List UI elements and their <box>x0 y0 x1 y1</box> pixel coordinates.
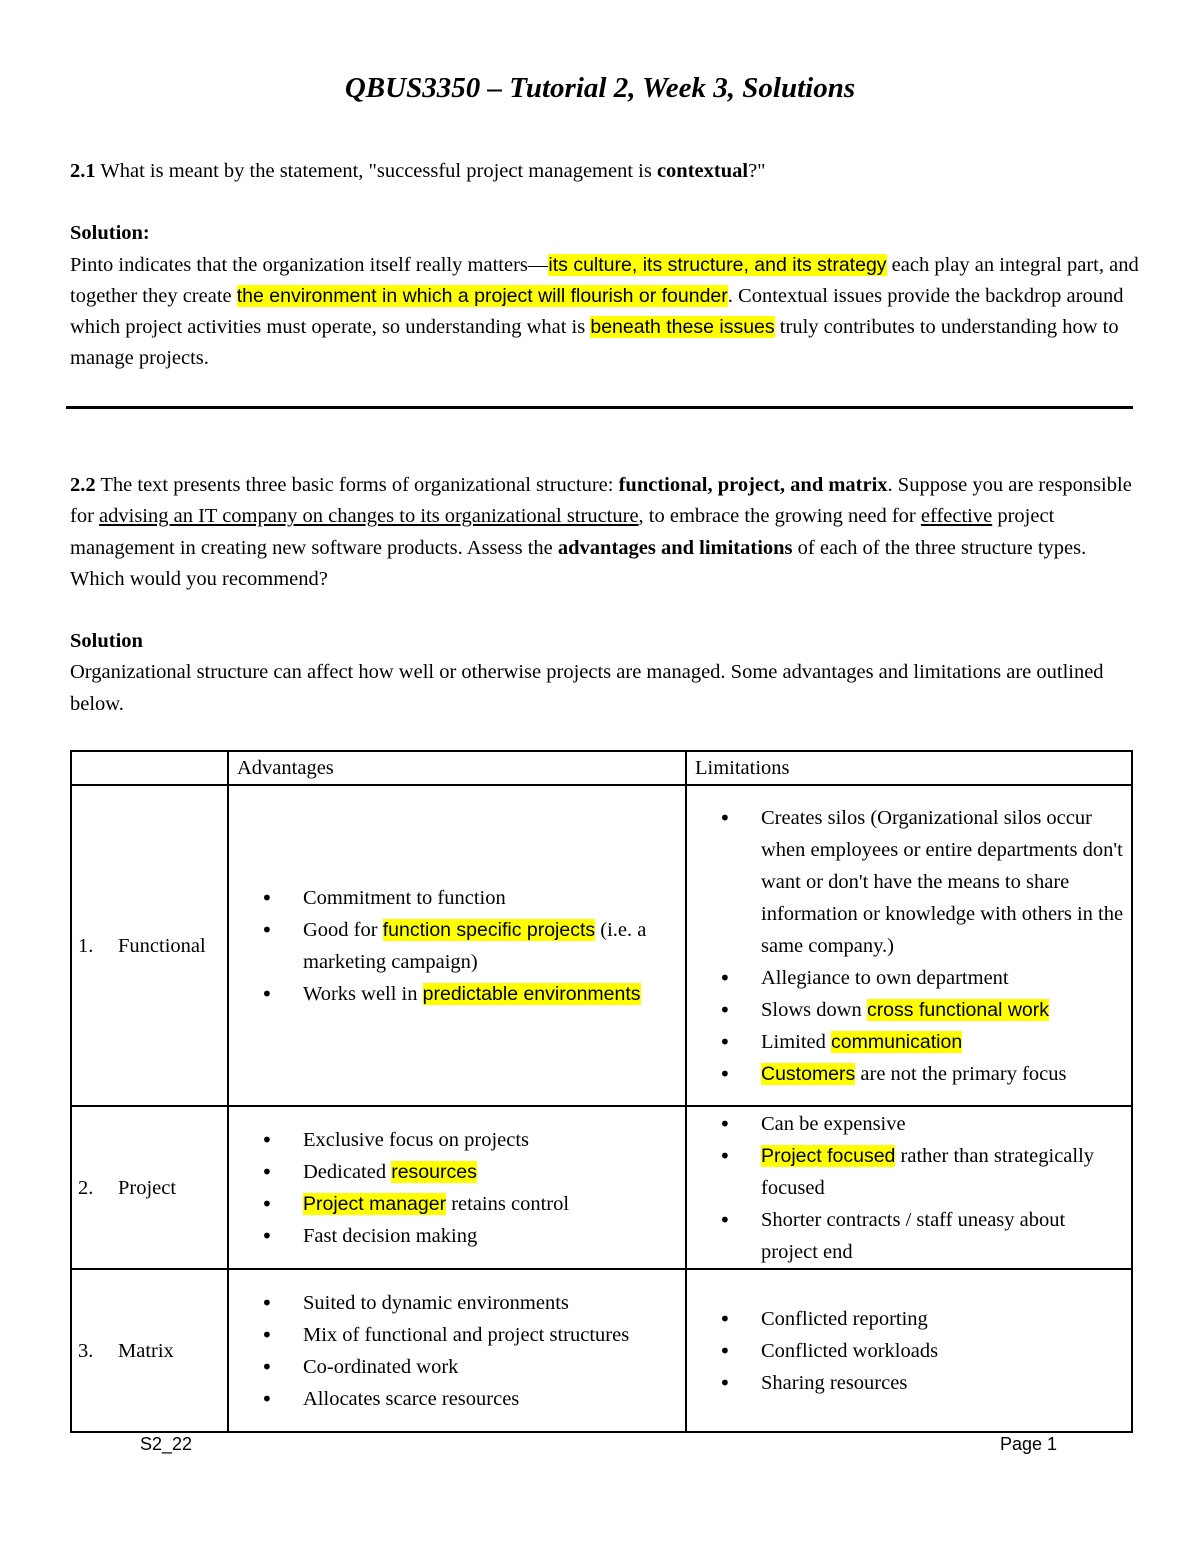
footer-page-number: Page 1 <box>1000 1434 1058 1454</box>
limitations-cell <box>686 785 1132 1106</box>
question-number: 2.2 <box>70 474 96 496</box>
bullet-item <box>693 962 1125 994</box>
table-row <box>71 1269 1132 1432</box>
table-header-row <box>71 751 1132 785</box>
solution-label: Solution: <box>70 222 150 245</box>
text-run: each play an integral part, and together they create <box>70 253 1139 307</box>
bullet-item <box>235 1156 679 1188</box>
bullet-item <box>693 1058 1125 1090</box>
table-row <box>71 785 1132 1106</box>
limitations-list <box>693 1108 1125 1268</box>
row-number: 2. <box>78 1176 94 1199</box>
structure-type-cell <box>71 1106 228 1269</box>
highlighted-text: Project manager <box>303 1192 447 1215</box>
text-run: Allegiance to own department <box>761 966 1009 989</box>
bullet-item <box>235 882 679 914</box>
highlighted-text: resources <box>391 1160 477 1183</box>
bullet-item <box>693 1335 1125 1367</box>
question-number: 2.1 <box>70 160 96 182</box>
bullet-item <box>235 914 679 978</box>
text-run: retains control <box>446 1192 570 1215</box>
text-run: Pinto indicates that the organization itself really matters— <box>70 253 549 276</box>
text-run: Conflicted reporting <box>761 1307 928 1330</box>
table-row <box>71 1106 1132 1269</box>
advantages-cell <box>228 785 686 1106</box>
text-run: Sharing resources <box>761 1371 908 1394</box>
bullet-item <box>693 1303 1125 1335</box>
structure-type-label <box>78 1335 221 1367</box>
text-run: Shorter contracts / staff uneasy about project end <box>761 1208 1066 1263</box>
bullet-item <box>235 1287 679 1319</box>
solution-text <box>70 250 1140 375</box>
bullet-item <box>693 1204 1125 1268</box>
text-run: Limited <box>761 1030 832 1053</box>
structure-type-name: Project <box>118 1176 177 1199</box>
highlighted-text: function specific projects <box>382 918 596 941</box>
advantages-list <box>235 1124 679 1252</box>
advantages-list <box>235 882 679 1010</box>
highlighted-text: the environment in which a project will flourish or founder <box>236 284 728 307</box>
text-run: Good for <box>303 918 383 941</box>
structure-type-label <box>78 1172 221 1204</box>
bullet-item <box>693 1026 1125 1058</box>
text-run: Suited to dynamic environments <box>303 1291 569 1314</box>
table-header-advantages: Advantages <box>228 751 686 785</box>
text-run: Allocates scarce resources <box>303 1387 520 1410</box>
highlighted-text: communication <box>831 1030 963 1053</box>
row-number: 3. <box>78 1339 94 1362</box>
solution-label: Solution <box>70 630 143 653</box>
structure-comparison-table <box>70 750 1133 1433</box>
question-2-2-prompt: 2.2 The text presents three basic forms of organizational structure: functional, project, and matrix. Suppose you are responsible for advising an IT company on changes to its organizational structure, to embrace the growing need for effective project management in creating new software products. Assess the advantages and limitations of each of the three structure types. Which would you recommend? <box>70 474 1132 590</box>
text-run: Slows down <box>761 998 867 1021</box>
advantages-cell <box>228 1269 686 1432</box>
text-run: Conflicted workloads <box>761 1339 939 1362</box>
text-run: Commitment to function <box>303 886 506 909</box>
bullet-item <box>693 994 1125 1026</box>
highlighted-text: Customers <box>761 1062 856 1085</box>
highlighted-text: its culture, its structure, and its strategy <box>548 253 887 276</box>
limitations-cell <box>686 1106 1132 1269</box>
limitations-cell <box>686 1269 1132 1432</box>
bullet-item <box>693 802 1125 962</box>
structure-type-name: Matrix <box>118 1339 174 1362</box>
structure-type-cell <box>71 785 228 1106</box>
text-run: Co-ordinated work <box>303 1355 459 1378</box>
structure-type-label <box>78 930 221 962</box>
bullet-item <box>235 1124 679 1156</box>
advantages-cell <box>228 1106 686 1269</box>
section-divider <box>66 406 1133 409</box>
structure-type-name: Functional <box>118 934 206 957</box>
bullet-item <box>235 1383 679 1415</box>
text-run: Can be expensive <box>761 1112 906 1135</box>
text-run: (i.e. a marketing campaign) <box>303 918 647 973</box>
solution-text: Organizational structure can affect how well or otherwise projects are managed. Some advantages and limitations are outlined below. <box>70 661 1104 715</box>
structure-type-cell <box>71 1269 228 1432</box>
question-2-2 <box>70 470 1140 720</box>
table-body <box>71 751 1132 1432</box>
text-run: Creates silos (Organizational silos occur when employees or entire departments don't want or don't have the means to share information or knowledge with others in the same company.) <box>761 806 1124 957</box>
bullet-item <box>235 1220 679 1252</box>
highlighted-text: cross functional work <box>866 998 1050 1021</box>
row-number: 1. <box>78 934 94 957</box>
text-run: rather than strategically focused <box>761 1144 1095 1199</box>
footer-course-code: S2_22 <box>140 1434 193 1454</box>
limitations-list <box>693 802 1125 1090</box>
highlighted-text: beneath these issues <box>590 316 775 339</box>
bullet-item <box>693 1108 1125 1140</box>
table-header-blank <box>71 751 228 785</box>
text-run: Mix of functional and project structures <box>303 1323 630 1346</box>
highlighted-text: Project focused <box>761 1144 896 1167</box>
bullet-item <box>235 1319 679 1351</box>
text-run: Fast decision making <box>303 1224 478 1247</box>
bullet-item <box>235 1351 679 1383</box>
limitations-list <box>693 1303 1125 1399</box>
bullet-item <box>235 978 679 1010</box>
document-title: QBUS3350 – Tutorial 2, Week 3, Solutions <box>344 72 856 104</box>
question-2-1-prompt: 2.1 What is meant by the statement, "successful project management is contextual?" <box>70 160 766 182</box>
advantages-list <box>235 1287 679 1415</box>
question-2-1 <box>70 156 1140 375</box>
highlighted-text: predictable environments <box>422 982 641 1005</box>
text-run: Works well in <box>303 982 423 1005</box>
bullet-item <box>693 1367 1125 1399</box>
bullet-item <box>235 1188 679 1220</box>
text-run: are not the primary focus <box>855 1062 1067 1085</box>
text-run: Exclusive focus on projects <box>303 1128 530 1151</box>
bullet-item <box>693 1140 1125 1204</box>
text-run: . Contextual issues provide the backdrop around which project activities must operate, so understanding what is <box>70 284 1124 339</box>
text-run: Dedicated <box>303 1160 392 1183</box>
table-header-limitations: Limitations <box>686 751 1132 785</box>
text-run: truly contributes to understanding how to manage projects. <box>70 316 1119 370</box>
